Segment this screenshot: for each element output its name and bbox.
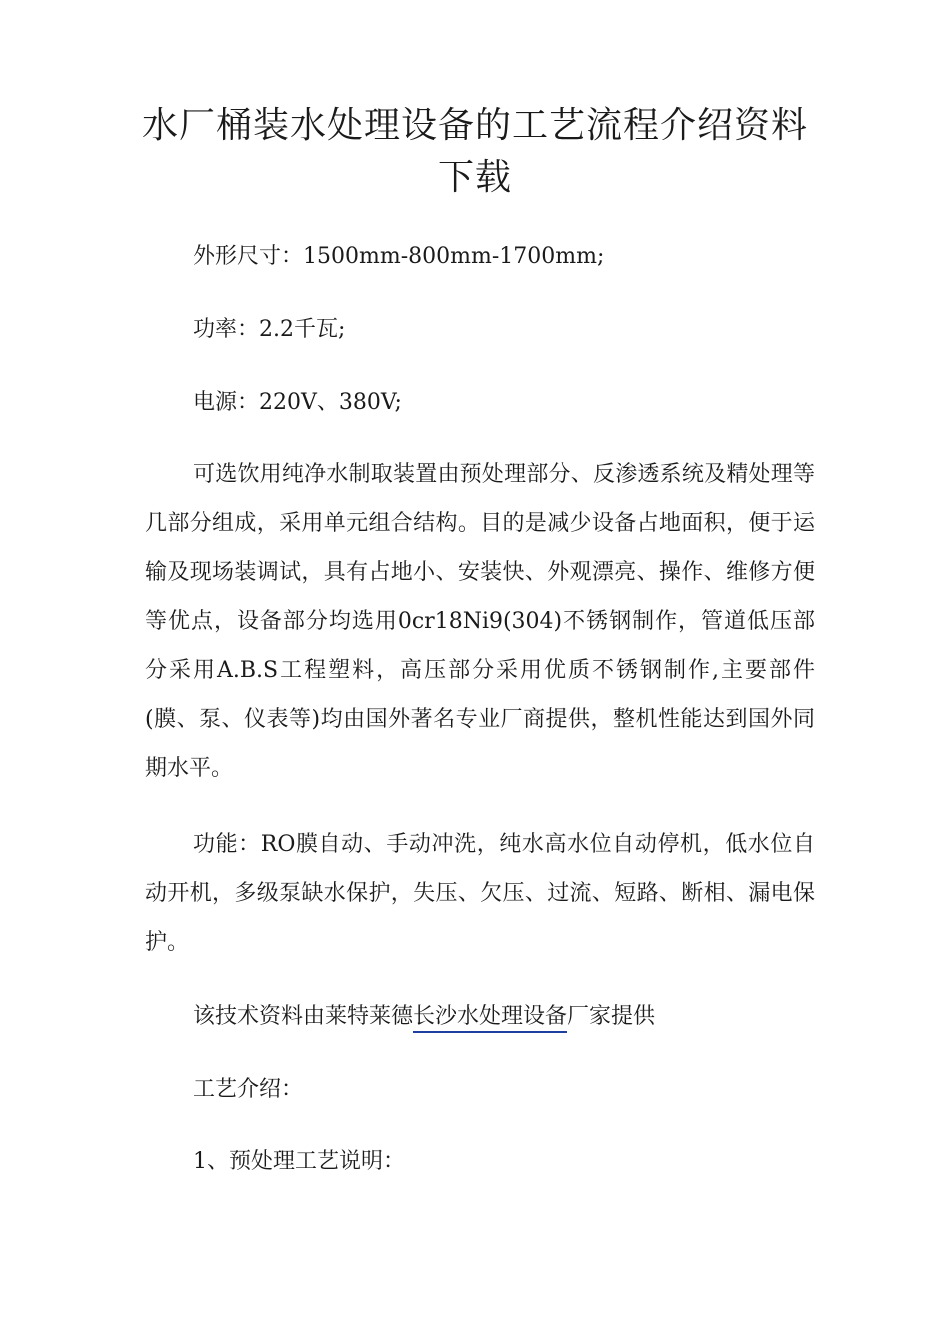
spec-power: 功率：2.2千瓦; [193,317,346,342]
process-heading: 工艺介绍： [193,1077,304,1102]
source-suffix: 厂家提供 [567,1004,656,1029]
description-paragraph: 可选饮用纯净水制取装置由预处理部分、反渗透系统及精处理等几部分组成，采用单元组合结构。目的是减少设备占地面积，便于运输及现场装调试，具有占地小、安装快、外观漂亮、操作、维修方便等优点，设备部分均选用0cr18Ni9(304)不锈钢制作，管道低压部分采用A.B.S工程塑料，高压部分采用优质不锈钢制作,主要部件(膜、泵、仪表等)均由国外著名专业厂商提供，整机性能达到国外同期水平。 [145,462,815,781]
section-heading-1: 1、预处理工艺说明： [193,1149,405,1174]
functions-paragraph: 功能：RO膜自动、手动冲洗，纯水高水位自动停机，低水位自动开机，多级泵缺水保护，失压、欠压、过流、短路、断相、漏电保护。 [145,832,815,955]
source-link[interactable]: 长沙水处理设备 [413,1004,567,1033]
spec-dimensions: 外形尺寸：1500mm-800mm-1700mm; [193,244,605,269]
source-paragraph [145,992,815,1041]
document-title: 水厂桶装水处理设备的工艺流程介绍资料下载 [141,105,808,198]
source-prefix: 该技术资料由莱特莱德 [193,1004,414,1029]
spec-power-supply: 电源：220V、380V; [193,390,402,415]
